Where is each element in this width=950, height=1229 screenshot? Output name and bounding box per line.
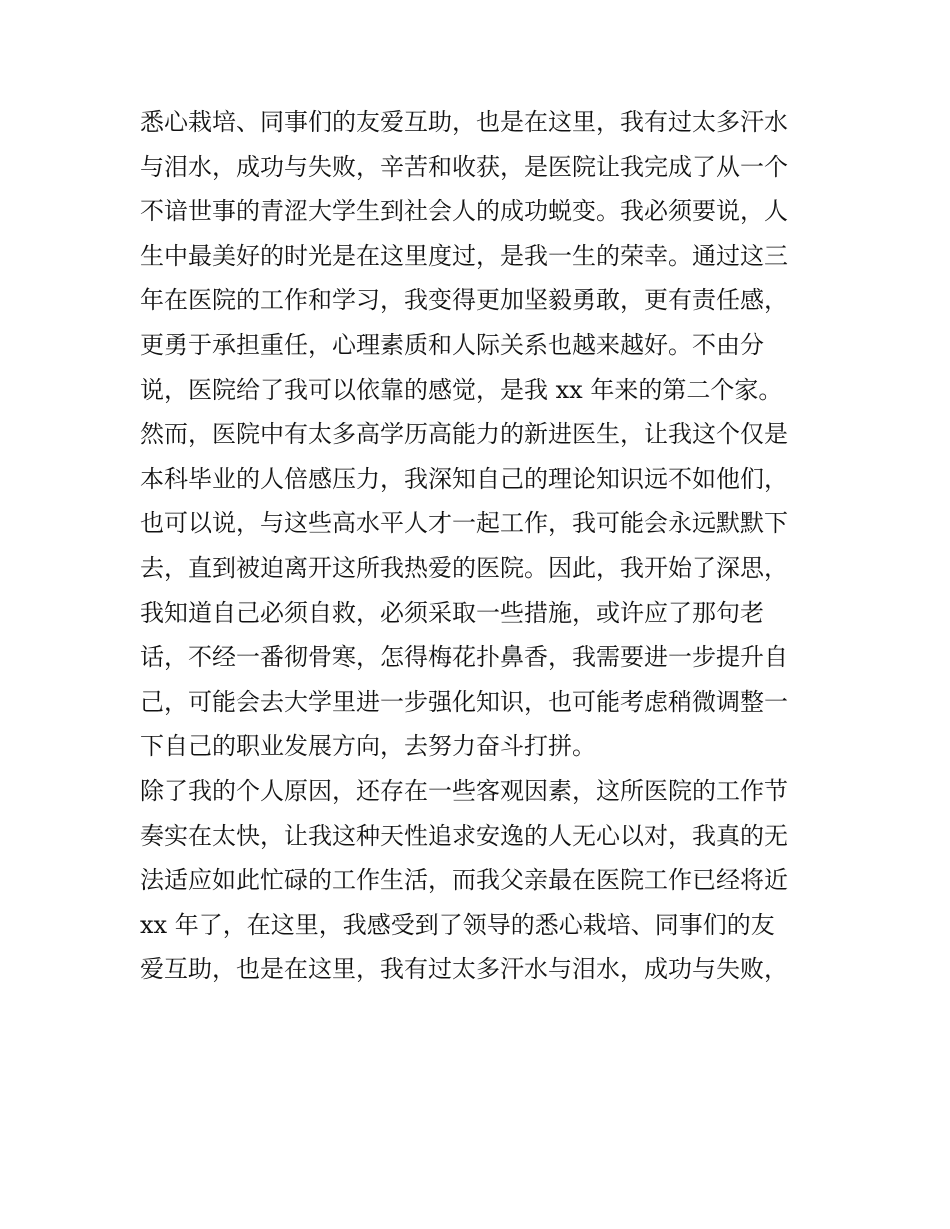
text-line-15: 下自己的职业发展方向，去努力奋斗打拼。: [140, 732, 596, 761]
text-line-6: 更勇于承担重任，心理素质和人际关系也越来越好。不由分: [140, 330, 764, 359]
text-line-7: 说，医院给了我可以依靠的感觉，是我 xx 年来的第二个家。: [140, 375, 783, 404]
text-line-3: 不谙世事的青涩大学生到社会人的成功蜕变。我必须要说，人: [140, 197, 788, 226]
text-line-19: xx 年了，在这里，我感受到了领导的悉心栽培、同事们的友: [140, 910, 775, 939]
text-line-12: 我知道自己必须自救，必须采取一些措施，或许应了那句老: [140, 598, 764, 627]
text-line-13: 话，不经一番彻骨寒，怎得梅花扑鼻香，我需要进一步提升自: [140, 643, 788, 672]
text-line-8: 然而，医院中有太多高学历高能力的新进医生，让我这个仅是: [140, 420, 788, 449]
text-line-20: 爱互助，也是在这里，我有过太多汗水与泪水，成功与失败，: [140, 955, 788, 984]
text-line-14: 己，可能会去大学里进一步强化知识，也可能考虑稍微调整一: [140, 687, 788, 716]
text-line-5: 年在医院的工作和学习，我变得更加坚毅勇敢，更有责任感，: [140, 286, 788, 315]
document-body: [140, 100, 820, 992]
text-line-2: 与泪水，成功与失败，辛苦和收获，是医院让我完成了从一个: [140, 152, 788, 181]
text-line-16: 除了我的个人原因，还存在一些客观因素，这所医院的工作节: [140, 776, 788, 805]
text-line-18: 法适应如此忙碌的工作生活，而我父亲最在医院工作已经将近: [140, 866, 788, 895]
text-line-9: 本科毕业的人倍感压力，我深知自己的理论知识远不如他们，: [140, 464, 788, 493]
text-line-4: 生中最美好的时光是在这里度过，是我一生的荣幸。通过这三: [140, 241, 788, 270]
text-line-1: 悉心栽培、同事们的友爱互助，也是在这里，我有过太多汗水: [140, 108, 788, 136]
text-line-10: 也可以说，与这些高水平人才一起工作，我可能会永远默默下: [140, 509, 788, 538]
text-line-17: 奏实在太快，让我这种天性追求安逸的人无心以对，我真的无: [140, 821, 788, 850]
text-line-11: 去，直到被迫离开这所我热爱的医院。因此，我开始了深思，: [140, 553, 788, 582]
